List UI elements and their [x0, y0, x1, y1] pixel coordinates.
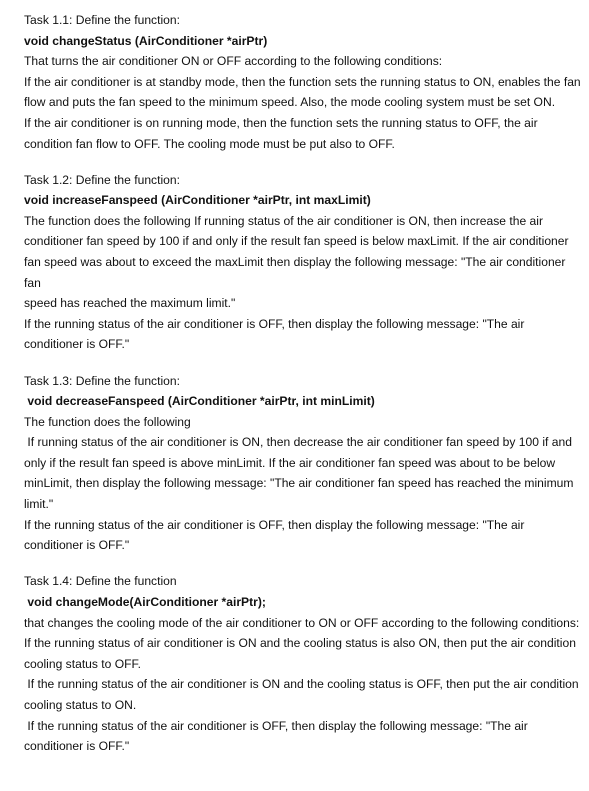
task-heading: Task 1.4: Define the function [24, 574, 177, 589]
task-section-1-2 [24, 170, 584, 355]
task-heading: Task 1.1: Define the function: [24, 13, 180, 27]
task-text-line: limit." [24, 497, 54, 512]
task-text-line: only if the result fan speed is above minLimit. If the air conditioner fan speed was about to be below [24, 455, 556, 470]
task-text-line: The function does the following If running status of the air conditioner is ON, then increase the air [24, 213, 543, 228]
task-text-line: If the air conditioner is on running mode, then the function sets the running status to OFF, the air [24, 115, 538, 130]
task-text-line: conditioner is OFF." [24, 538, 130, 553]
task-text-line: flow and puts the fan speed to the minimum speed. Also, the mode cooling system must be set ON. [24, 95, 556, 110]
task-text-line: that changes the cooling mode of the air conditioner to ON or OFF according to the following conditions: [24, 615, 580, 630]
task-text-line: If the running status of the air conditioner is ON and the cooling status is OFF, then put the air condition [24, 677, 579, 692]
task-text-line: speed has reached the maximum limit." [24, 296, 236, 311]
task-text-line: fan speed was about to exceed the maxLimit then display the following message: "The air conditioner fan [24, 255, 569, 290]
task-text-line: conditioner fan speed by 100 if and only if the result fan speed is below maxLimit. If the air conditioner [24, 234, 569, 249]
function-signature: void decreaseFanspeed (AirConditioner *airPtr, int minLimit) [24, 394, 375, 409]
task-text-line: cooling status to OFF. [24, 656, 141, 671]
task-text-line: cooling status to ON. [24, 697, 137, 712]
task-section-1-4 [24, 571, 584, 756]
task-text-line: conditioner is OFF." [24, 739, 130, 754]
task-heading: Task 1.3: Define the function: [24, 373, 180, 388]
document-body [24, 10, 584, 772]
task-heading: Task 1.2: Define the function: [24, 172, 180, 187]
task-text-line: If the running status of air conditioner is ON and the cooling status is also ON, then put the air condition [24, 636, 576, 651]
task-section-1-1 [24, 10, 584, 154]
task-text-line: That turns the air conditioner ON or OFF according to the following conditions: [24, 54, 443, 69]
task-text-line: If the running status of the air conditioner is OFF, then display the following message: "The air [24, 316, 525, 331]
task-text-line: The function does the following [24, 414, 191, 429]
task-section-1-3 [24, 371, 584, 556]
task-text-line: If the running status of the air conditioner is OFF, then display the following message: "The air [24, 517, 525, 532]
task-text-line: minLimit, then display the following message: "The air conditioner fan speed has reached the minimum [24, 476, 574, 491]
task-text-line: If the air conditioner is at standby mode, then the function sets the running status to ON, enables the fan [24, 74, 581, 89]
function-signature: void increaseFanspeed (AirConditioner *airPtr, int maxLimit) [24, 193, 371, 208]
task-text-line: If running status of the air conditioner is ON, then decrease the air conditioner fan speed by 100 if and [24, 435, 572, 450]
function-signature: void changeMode(AirConditioner *airPtr); [24, 594, 266, 609]
task-text-line: conditioner is OFF." [24, 337, 130, 352]
task-text-line: condition fan flow to OFF. The cooling mode must be put also to OFF. [24, 136, 395, 151]
function-signature: void changeStatus (AirConditioner *airPtr) [24, 33, 268, 48]
task-text-line: If the running status of the air conditioner is OFF, then display the following message: "The air [24, 718, 528, 733]
